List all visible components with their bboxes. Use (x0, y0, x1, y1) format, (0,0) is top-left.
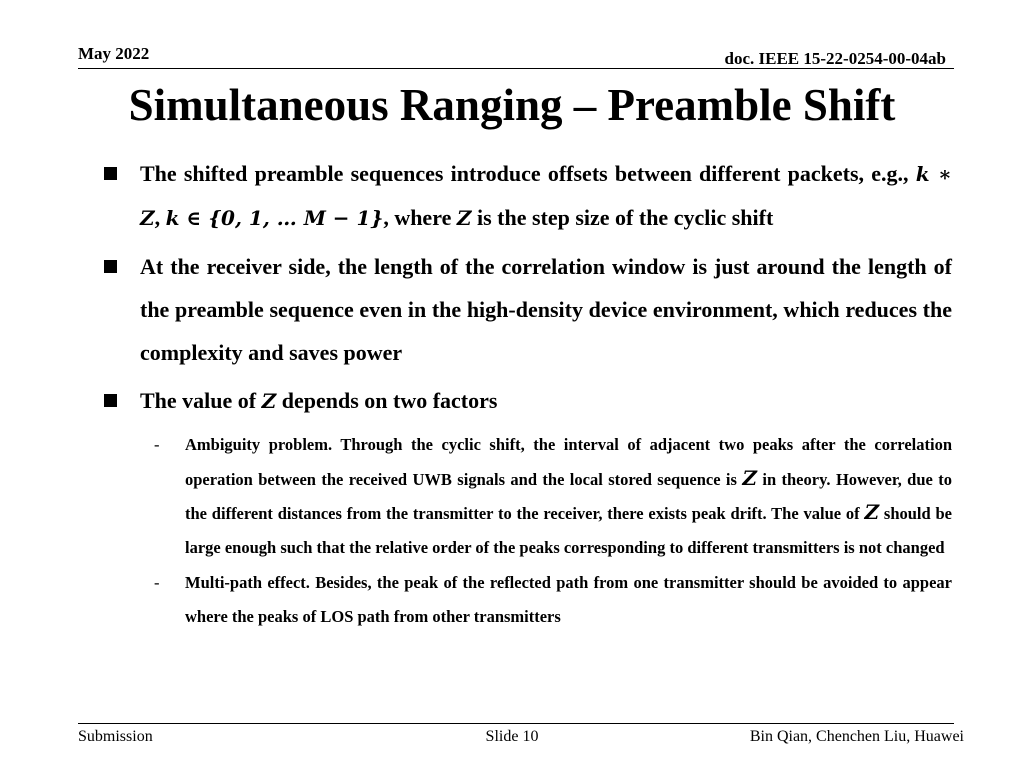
header-doc-id: doc. IEEE 15-22-0254-00-04ab (724, 49, 946, 68)
square-bullet-icon (104, 167, 117, 180)
math-expression: Z (742, 465, 757, 490)
square-bullet-icon (104, 260, 117, 273)
footer-divider (78, 723, 954, 724)
bullet-item: At the receiver side, the length of the correlation window is just around the length of the preamble sequence even in the high-density device environment, which reduces the complexity and saves power (104, 245, 952, 374)
square-bullet-icon (104, 394, 117, 407)
footer-authors: Bin Qian, Chenchen Liu, Huawei (749, 728, 964, 745)
math-expression: k ∗ Z (140, 162, 953, 230)
slide-title: Simultaneous Ranging – Preamble Shift (128, 80, 896, 130)
bullet-item: The value of Z depends on two factors (104, 379, 952, 423)
footer-submission: Submission (78, 728, 153, 745)
dash-marker: - (154, 573, 160, 592)
math-expression: Z (261, 389, 277, 413)
dash-marker: - (154, 435, 160, 454)
footer-slide-number: Slide 10 (485, 728, 539, 745)
sub-item: - Ambiguity problem. Through the cyclic shift, the interval of adjacent two peaks after the correlation operation between the received UWB signals and the local stored sequence is Z in theory. However, due to the different distances from the transmitter to the receiver, there exists peak drift. The value of Z should be large enough such that the relative order of the peaks corresponding to different transmitters is not changed (104, 428, 952, 564)
sub-item: - Multi-path effect. Besides, the peak of the reflected path from one transmitter should be avoided to appear where the peaks of LOS path from other transmitters (104, 566, 952, 633)
header-date: May 2022 (78, 44, 150, 63)
slide-body (104, 152, 952, 633)
bullet-item: The shifted preamble sequences introduce offsets between different packets, e.g., k ∗ Z, k ∈ {0, 1, … M − 1}, where Z is the step size of the cyclic shift (104, 152, 952, 240)
math-expression: Z (864, 500, 880, 524)
math-expression: Z (456, 206, 472, 230)
math-expression: k ∈ {0, 1, … M − 1} (165, 206, 384, 230)
header-divider (78, 68, 954, 69)
